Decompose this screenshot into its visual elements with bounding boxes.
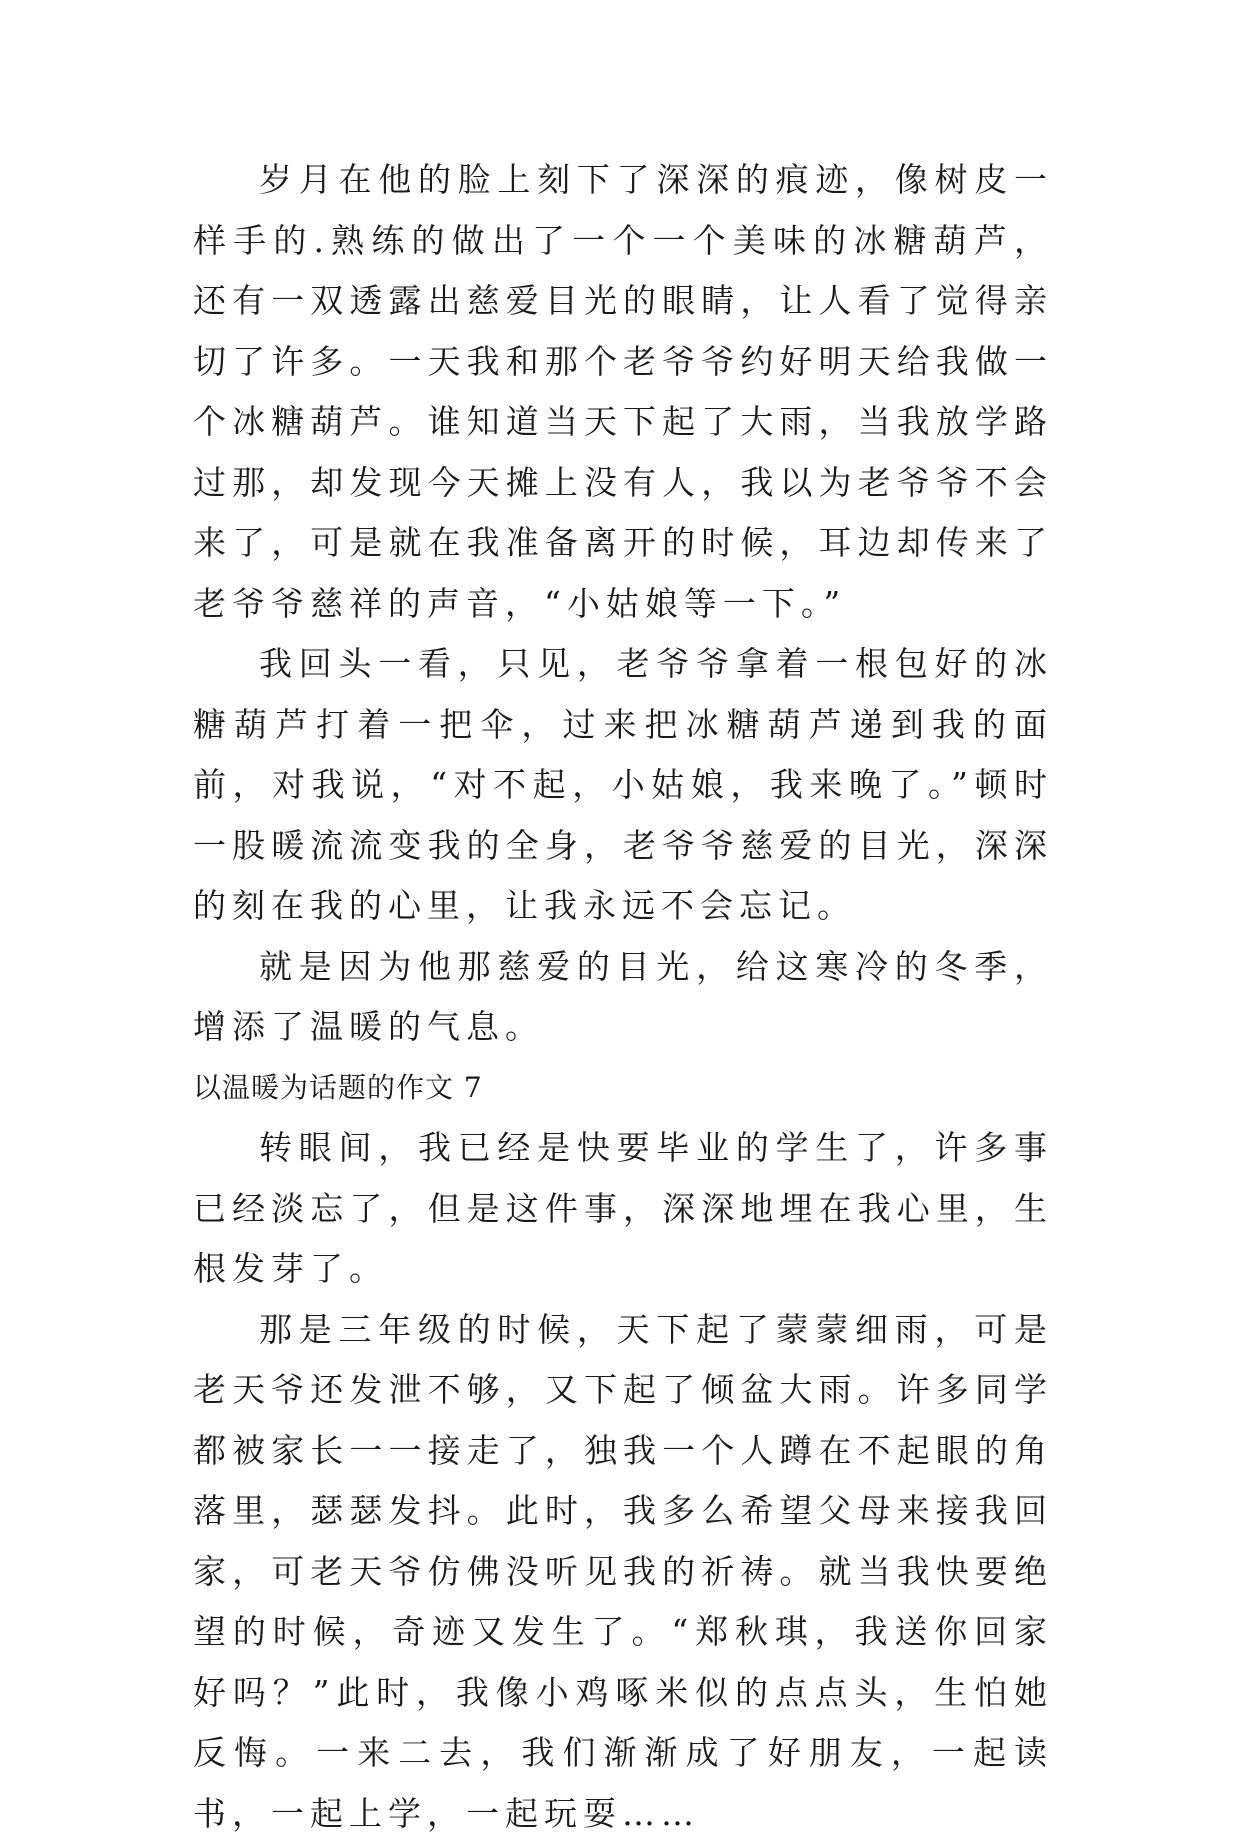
paragraph-5: 那是三年级的时候，天下起了蒙蒙细雨，可是老天爷还发泄不够，又下起了倾盆大雨。许多同学都被家长一一接走了，独我一个人蹲在不起眼的角落里，瑟瑟发抖。此时，我多么希望父母来接我回家，可老天爷仿佛没听见我的祈祷。就当我快要绝望的时候，奇迹又发生了。“郑秋琪，我送你回家好吗？”此时，我像小鸡啄米似的点点头，生怕她反悔。一来二去，我们渐渐成了好朋友，一起读书，一起上学，一起玩耍…… [193,1300,1053,1844]
paragraph-3: 就是因为他那慈爱的目光，给这寒冷的冬季，增添了温暖的气息。 [193,937,1053,1058]
paragraph-1: 岁月在他的脸上刻下了深深的痕迹，像树皮一样手的.熟练的做出了一个一个美味的冰糖葫芦，还有一双透露出慈爱目光的眼睛，让人看了觉得亲切了许多。一天我和那个老爷爷约好明天给我做一个冰糖葫芦。谁知道当天下起了大雨，当我放学路过那，却发现今天摊上没有人，我以为老爷爷不会来了，可是就在我准备离开的时候，耳边却传来了老爷爷慈祥的声音，“小姑娘等一下。” [193,150,1053,634]
paragraph-2: 我回头一看，只见，老爷爷拿着一根包好的冰糖葫芦打着一把伞，过来把冰糖葫芦递到我的面前，对我说，“对不起，小姑娘，我来晚了。”顿时一股暖流流变我的全身，老爷爷慈爱的目光，深深的刻在我的心里，让我永远不会忘记。 [193,634,1053,937]
document-body [193,150,1053,1844]
paragraph-4: 转眼间，我已经是快要毕业的学生了，许多事已经淡忘了，但是这件事，深深地埋在我心里，生根发芽了。 [193,1118,1053,1300]
section-title: 以温暖为话题的作文 7 [193,1058,1053,1119]
